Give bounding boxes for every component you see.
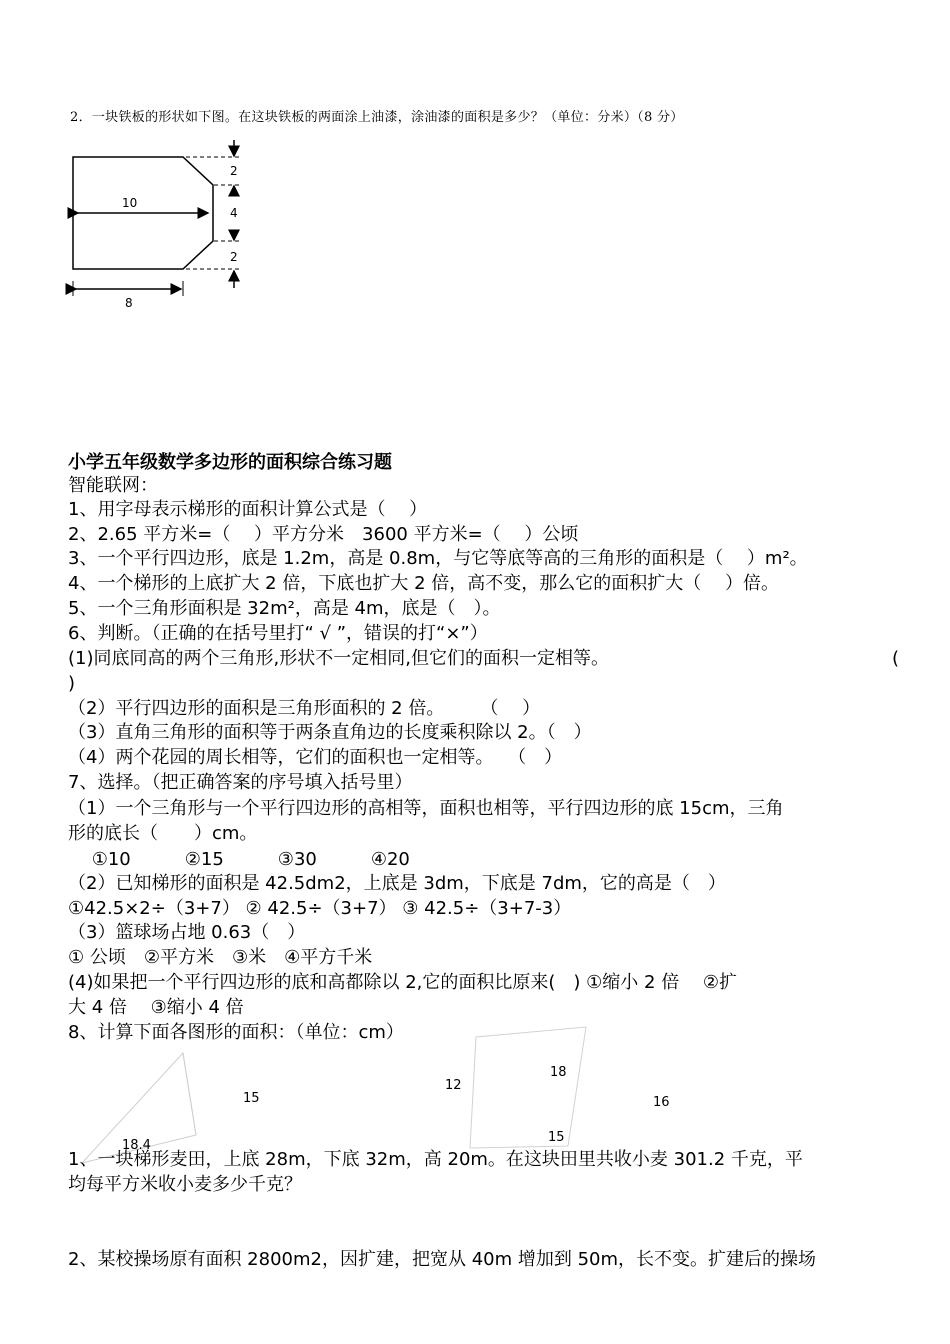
choice-1-options: ①10 ②15 ③30 ④20 [68,849,410,870]
question-1: 1、用字母表示梯形的面积计算公式是（ ） [68,499,428,520]
question-2-text: 2．一块铁板的形状如下图。在这块铁板的两面涂上油漆，涂油漆的面积是多少？（单位：分米）（8 分） [70,110,684,125]
application-1: 1、一块梯形麦田，上底 28m，下底 32m，高 20m。在这块田里共收小麦 301.2 千克，平 [68,1149,803,1170]
worksheet-title: 小学五年级数学多边形的面积综合练习题 [68,452,392,473]
choice-3: （3）篮球场占地 0.63（ ） [68,922,306,943]
judge-2: （2）平行四边形的面积是三角形面积的 2 倍。 （ ） [68,698,541,719]
question-8: 8、计算下面各图形的面积：（单位：cm） [68,1022,404,1043]
choice-2-options: ①42.5×2÷（3+7） ② 42.5÷（3+7） ③ 42.5÷（3+7-3） [68,898,572,919]
figure-label-base: 8 [125,296,133,310]
question-5: 5、一个三角形面积是 32m²，高是 4m，底是（ ）。 [68,598,501,619]
triangle-base-label: 18.4 [122,1138,151,1153]
application-2: 2、某校操场原有面积 2800m2，因扩建，把宽从 40m 增加到 50m，长不变。扩建后的操场 [68,1249,817,1270]
choice-4-cont: 大 4 倍 ③缩小 4 倍 [68,997,244,1018]
trapezoid-bottom-label: 15 [548,1130,565,1145]
judge-3: （3）直角三角形的面积等于两条直角边的长度乘积除以 2。（ ） [68,722,592,743]
trapezoid-left-label: 12 [445,1078,462,1093]
figure-label-top: 2 [230,164,238,178]
choice-2: （2）已知梯形的面积是 42.5dm2，上底是 3dm，下底是 7dm，它的高是（ ） [68,873,726,894]
trapezoid-height-label: 16 [653,1095,670,1110]
question-4: 4、一个梯形的上底扩大 2 倍，下底也扩大 2 倍，高不变，那么它的面积扩大（ ）倍。 [68,573,779,594]
choice-1-cont: 形的底长（ ）cm。 [68,823,258,844]
application-1-cont: 均每平方米收小麦多少千克？ [68,1174,302,1195]
choice-1: （1）一个三角形与一个平行四边形的高相等，面积也相等，平行四边形的底 15cm，三角 [68,798,784,819]
figure-label-middle: 4 [230,206,238,220]
judge-1-bracket-open: ( [892,648,900,669]
figure-label-bottom: 2 [230,250,238,264]
question-3: 3、一个平行四边形，底是 1.2m，高是 0.8m，与它等底等高的三角形的面积是（ ）m²。 [68,548,808,569]
judge-4: （4）两个花园的周长相等，它们的面积也一定相等。 （ ） [68,747,563,768]
question-7: 7、选择。（把正确答案的序号填入括号里） [68,772,413,793]
judge-1-bracket-close: ) [68,673,76,694]
figure-label-width: 10 [122,196,138,210]
section-heading: 智能联网： [68,475,158,496]
question-6: 6、判断。（正确的在括号里打“ √ ”，错误的打“×”） [68,623,488,644]
triangle-side-label: 15 [243,1091,260,1106]
trapezoid-top-label: 18 [550,1065,567,1080]
question-2: 2、2.65 平方米=（ ）平方分米 3600 平方米=（ ）公顷 [68,524,579,545]
choice-3-options: ① 公顷 ②平方米 ③米 ④平方千米 [68,947,373,968]
judge-1: (1)同底同高的两个三角形,形状不一定相同,但它们的面积一定相等。 [68,648,609,669]
choice-4: (4)如果把一个平行四边形的底和高都除以 2,它的面积比原来( ) ①缩小 2 倍 ②扩 [68,972,738,993]
